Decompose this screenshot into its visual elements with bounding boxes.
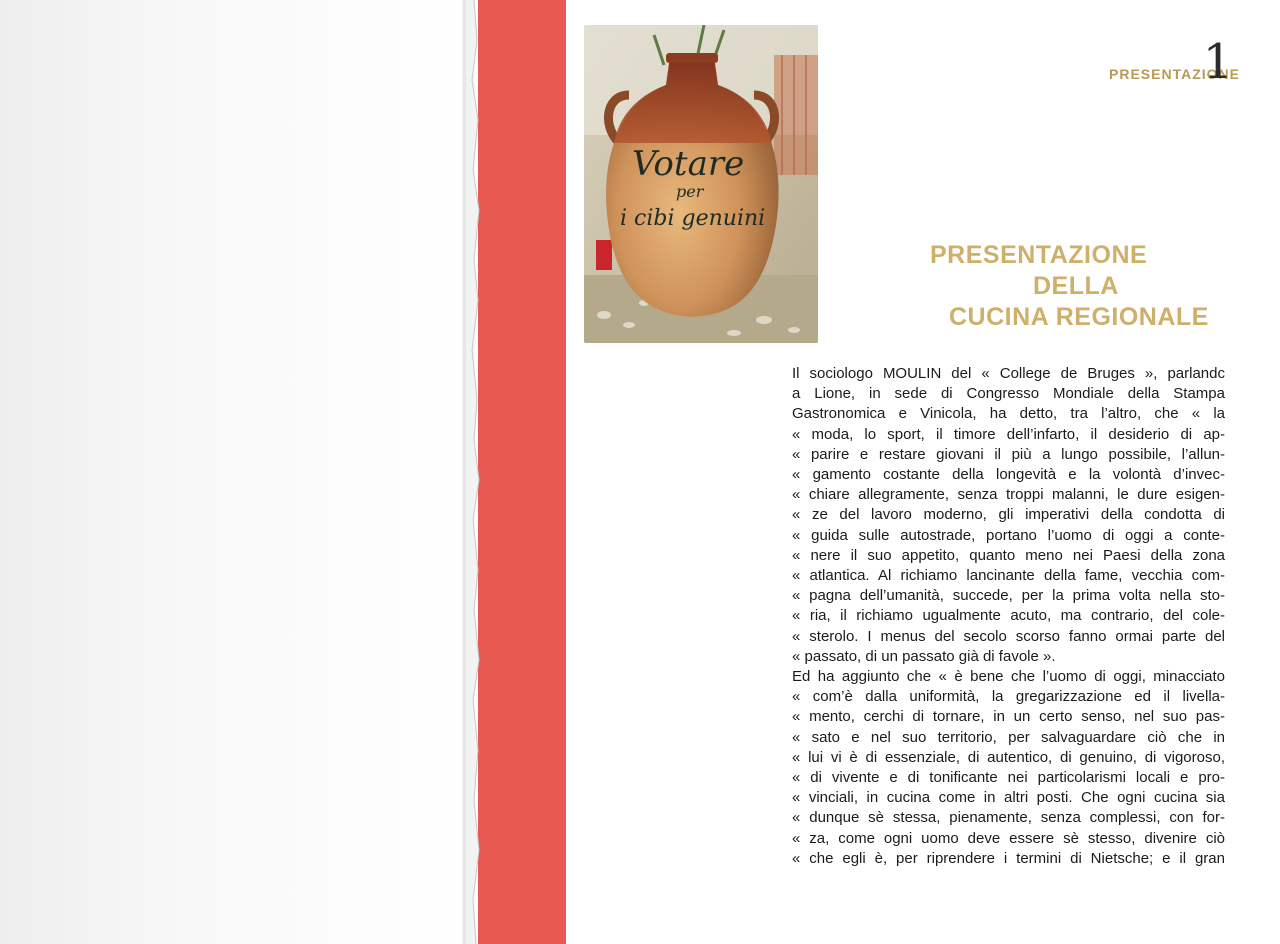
body-line: « vinciali, in cucina come in altri posti. Che ogni cucina sia bbox=[792, 789, 1225, 807]
body-line: Ed ha aggiunto che « è bene che l’uomo di oggi, minacciato bbox=[792, 668, 1225, 686]
body-line: « sato e nel suo territorio, per salvaguardare ciò che in bbox=[792, 728, 1225, 746]
body-line: « moda, lo sport, il timore dell’infarto, il desiderio di ap- bbox=[792, 425, 1225, 443]
body-line: « parire e restare giovani il più a lungo possibile, l’allun- bbox=[792, 445, 1225, 463]
body-line: « za, come ogni uomo deve essere sè stesso, divenire ciò bbox=[792, 829, 1225, 847]
body-line: « sterolo. I menus del secolo scorso fanno ormai parte del bbox=[792, 627, 1225, 645]
title-line-2: DELLA bbox=[1033, 272, 1119, 300]
body-line: « chiare allegramente, senza troppi malanni, le dure esigen- bbox=[792, 486, 1225, 504]
section-label: PRESENTAZIONE bbox=[1109, 66, 1240, 82]
torn-paper-edge bbox=[466, 0, 484, 944]
left-page-blank bbox=[0, 0, 470, 944]
body-line: « gamento costante della longevità e la volontà d’invec- bbox=[792, 466, 1225, 484]
body-line: « di vivente e di tonificante nei particolarismi locali e pro- bbox=[792, 769, 1225, 787]
body-line: « passato, di un passato già di favole ». bbox=[792, 647, 1056, 665]
body-line: « che egli è, per riprendere i termini di Nietsche; e il gran bbox=[792, 849, 1225, 867]
title-line-1: PRESENTAZIONE bbox=[930, 241, 1148, 269]
body-line: a Lione, in sede di Congresso Mondiale della Stampa bbox=[792, 385, 1225, 403]
jar-text-line3: i cibi genuini bbox=[620, 206, 766, 231]
body-line: « ze del lavoro moderno, gli imperativi della condotta di bbox=[792, 506, 1225, 524]
body-line: « ria, il richiamo ugualmente acuto, ma contrario, del cole- bbox=[792, 607, 1225, 625]
body-line: « com’è dalla uniformità, la gregarizzazione ed il livella- bbox=[792, 688, 1225, 706]
body-line: « nere il suo appetito, quanto meno nei Paesi della zona bbox=[792, 546, 1225, 564]
body-line: Gastronomica e Vinicola, ha detto, tra l’altro, che « la bbox=[792, 405, 1225, 423]
red-margin-band bbox=[478, 0, 566, 944]
body-line: « lui vi è di essenziale, di autentico, di genuino, di vigoroso, bbox=[792, 748, 1225, 766]
chapter-number: 1 bbox=[1202, 34, 1234, 90]
body-text bbox=[792, 364, 1225, 869]
page-title bbox=[900, 240, 1230, 333]
jar-text-line1: Votare bbox=[632, 144, 745, 184]
body-line: « guida sulle autostrade, portano l’uomo di oggi a conte- bbox=[792, 526, 1225, 544]
body-line: Il sociologo MOULIN del « College de Bruges », parlandc bbox=[792, 365, 1225, 382]
body-line: « atlantica. Al richiamo lancinante della fame, vecchia com- bbox=[792, 567, 1225, 585]
title-line-3: CUCINA REGIONALE bbox=[949, 303, 1209, 331]
body-line: « dunque sè stessa, pienamente, senza complessi, con for- bbox=[792, 809, 1225, 827]
body-line: « mento, cerchi di tornare, in un certo senso, nel suo pas- bbox=[792, 708, 1225, 726]
jar-photo bbox=[584, 25, 818, 343]
body-line: « pagna dell’umanità, succede, per la prima volta nella sto- bbox=[792, 587, 1225, 605]
jar-text-line2: per bbox=[676, 182, 704, 201]
